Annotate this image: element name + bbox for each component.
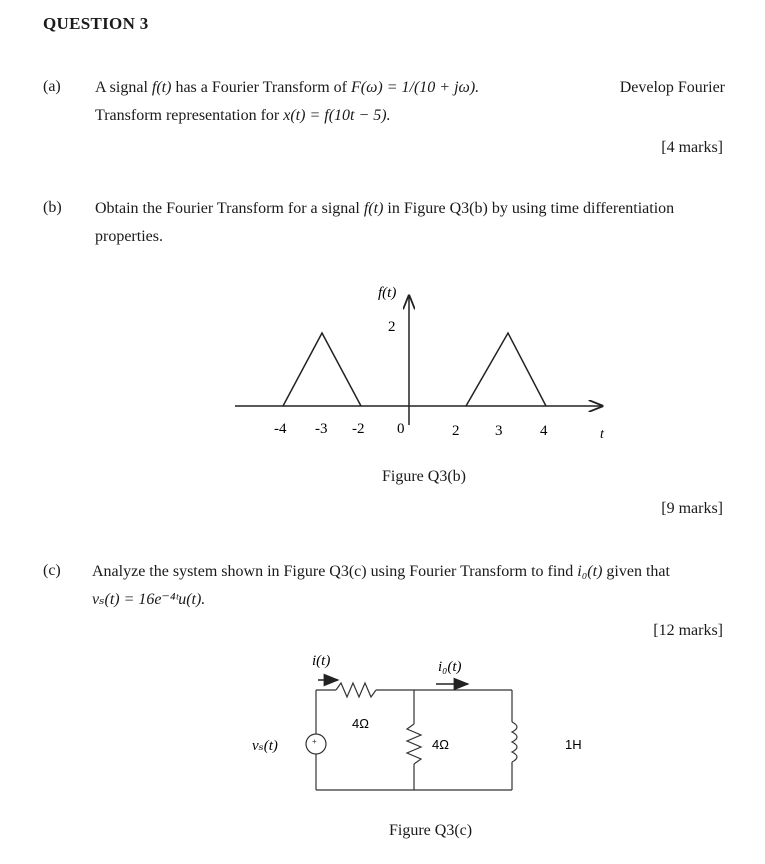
tick-label: 0 xyxy=(397,421,405,437)
part-c-label: (c) xyxy=(43,562,61,579)
part-b-line1: Obtain the Fourier Transform for a signal f(t) in Figure Q3(b) by using time differentiation xyxy=(95,200,675,217)
shunt-resistor xyxy=(407,724,421,764)
current-out-label: i₀(t) xyxy=(438,659,462,675)
part-a-label: (a) xyxy=(43,78,61,95)
figure-q3b-plot xyxy=(220,270,620,450)
tick-label: 4 xyxy=(540,423,548,439)
source-expr: vₛ(t) = 16e⁻⁴ᵗu(t). xyxy=(92,591,206,608)
source-label: vₛ(t) xyxy=(252,738,278,754)
tick-label: -4 xyxy=(274,421,287,437)
part-b-marks: [9 marks] xyxy=(661,500,723,517)
x-expr: x(t) = f(10t − 5). xyxy=(283,107,391,124)
triangle-right xyxy=(466,333,546,406)
part-a-text xyxy=(95,74,725,130)
part-c-marks: [12 marks] xyxy=(653,622,723,639)
figure-q3c-caption: Figure Q3(c) xyxy=(389,822,473,839)
x-axis-label: t xyxy=(600,427,604,442)
part-b-label: (b) xyxy=(43,199,62,216)
y-axis-label: f(t) xyxy=(378,285,397,301)
triangle-left xyxy=(283,333,361,406)
question-title: QUESTION 3 xyxy=(43,14,149,33)
part-b-text xyxy=(95,195,730,251)
signal-ft: f(t) xyxy=(151,79,172,96)
series-resistor xyxy=(336,683,376,697)
part-a-line2: Transform representation for x(t) = f(10t − 5). xyxy=(95,107,391,124)
source-plus: + xyxy=(312,737,317,746)
tick-label: -3 xyxy=(315,421,328,437)
shunt-resistor-label: 4Ω xyxy=(432,737,449,752)
fourier-transform-expr: F(ω) = 1/(10 + jω). xyxy=(350,79,480,96)
part-a-marks: [4 marks] xyxy=(661,139,723,156)
part-a-line1: A signal f(t) has a Fourier Transform of F(ω) = 1/(10 + jω). Develop Fourier xyxy=(95,79,725,96)
figure-q3c-circuit xyxy=(240,640,600,810)
part-c-line1: Analyze the system shown in Figure Q3(c) using Fourier Transform to find i₀(t) given that xyxy=(92,563,670,580)
part-b-line2: properties. xyxy=(95,228,163,245)
tick-label: 2 xyxy=(452,423,460,439)
peak-label: 2 xyxy=(388,319,396,335)
figure-q3b-caption: Figure Q3(b) xyxy=(382,468,466,485)
current-in-label: i(t) xyxy=(312,653,331,669)
inductor-label: 1H xyxy=(565,737,582,752)
tick-label: -2 xyxy=(352,421,365,437)
tick-label: 3 xyxy=(495,423,503,439)
part-c-text xyxy=(92,558,732,614)
series-resistor-label: 4Ω xyxy=(352,716,369,731)
inductor xyxy=(512,722,517,762)
target-current: i₀(t) xyxy=(577,563,603,580)
